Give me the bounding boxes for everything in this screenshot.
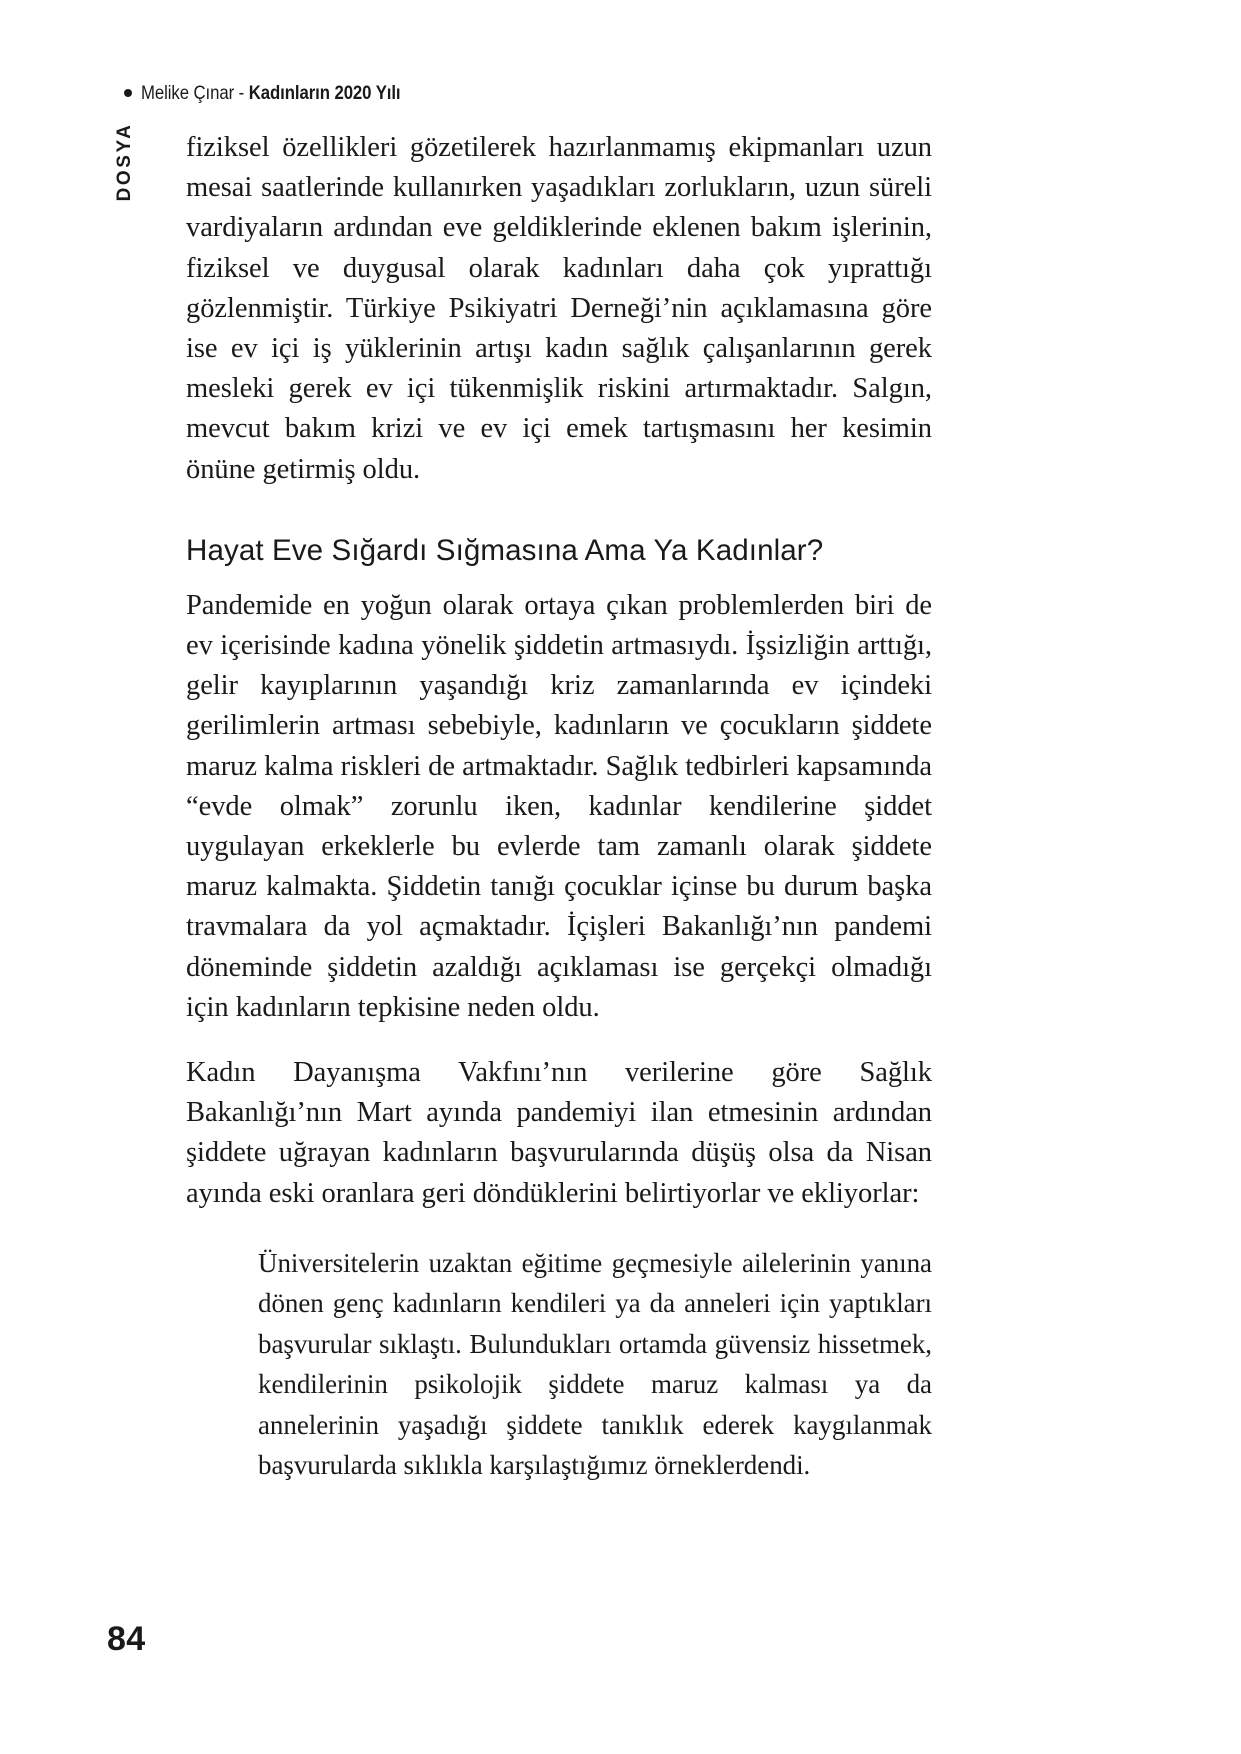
running-head-article-title: Kadınların 2020 Yılı <box>248 81 401 104</box>
paragraph: Pandemide en yoğun olarak ortaya çıkan problemlerden biri de ev içerisinde kadına yönelik şiddetin artmasıydı. İşsizliğin arttığı, gelir kayıplarının yaşandığı kriz zamanlarında ev içindeki gerilimlerin artması sebebiyle, kadınların ve çocukların şiddete maruz kalma riskleri de artmaktadır. Sağlık tedbirleri kapsamında “evde olmak” zorunlu iken, kadınlar kendilerine şiddet uygulayan erkeklerle bu evlerde tam zamanlı olarak şiddete maruz kalmakta. Şiddetin tanığı çocuklar içinse bu durum başka travmalara da yol açmaktadır. İçişleri Bakanlığı’nın pandemi döneminde şiddetin azaldığı açıklaması ise gerçekçi olmadığı için kadınların tepkisine neden oldu. <box>186 589 932 1023</box>
running-head-separator: - <box>234 81 249 104</box>
section-heading: Hayat Eve Sığardı Sığmasına Ama Ya Kadınlar? <box>186 533 824 567</box>
running-head <box>124 78 934 108</box>
paragraph: Kadın Dayanışma Vakfını’nın verilerine göre Sağlık Bakanlığı’nın Mart ayında pandemiyi ilan etmesinin ardından şiddete uğrayan kadınların başvurularında düşüş olsa da Nisan ayında eski oranlara geri döndüklerini belirtiyorlar ve ekliyorlar: <box>186 1057 932 1209</box>
text-column <box>186 128 932 1486</box>
page-number: 84 <box>107 1620 146 1658</box>
running-head-text <box>141 82 401 105</box>
block-quote <box>186 1243 932 1486</box>
section-heading-wrap <box>186 532 932 570</box>
running-head-author: Melike Çınar <box>141 81 235 104</box>
bullet-dot-icon <box>124 89 132 97</box>
block-quote-text: Üniversitelerin uzaktan eğitime geçmesiyle ailelerinin yanına dönen genç kadınların kendileri ya da anneleri için yaptıkları başvurular sıklaştı. Bulundukları ortamda güvensiz hissetmek, kendilerinin psikolojik şiddete maruz kalması ya da annelerinin yaşadığı şiddete tanıklık ederek kaygılanmak başvurularda sıklıkla karşılaştığımız örneklerdendi. <box>258 1247 932 1481</box>
section-tab-label: DOSYA <box>114 122 135 202</box>
section-tab <box>108 112 142 212</box>
paragraph: fiziksel özellikleri gözetilerek hazırlanmamış ekipmanları uzun mesai saatlerinde kullanırken yaşadıkları zorlukların, uzun süreli vardiyaların ardından eve geldiklerinde eklenen bakım işlerinin, fiziksel ve duygusal olarak kadınları daha çok yıprattığı gözlenmiştir. Türkiye Psikiyatri Derneği’nin açıklamasına göre ise ev içi iş yüklerinin artışı kadın sağlık çalışanlarının gerek mesleki gerek ev içi tükenmişlik riskini artırmaktadır. Salgın, mevcut bakım krizi ve ev içi emek tartışmasını her kesimin önüne getirmiş oldu. <box>186 132 932 485</box>
